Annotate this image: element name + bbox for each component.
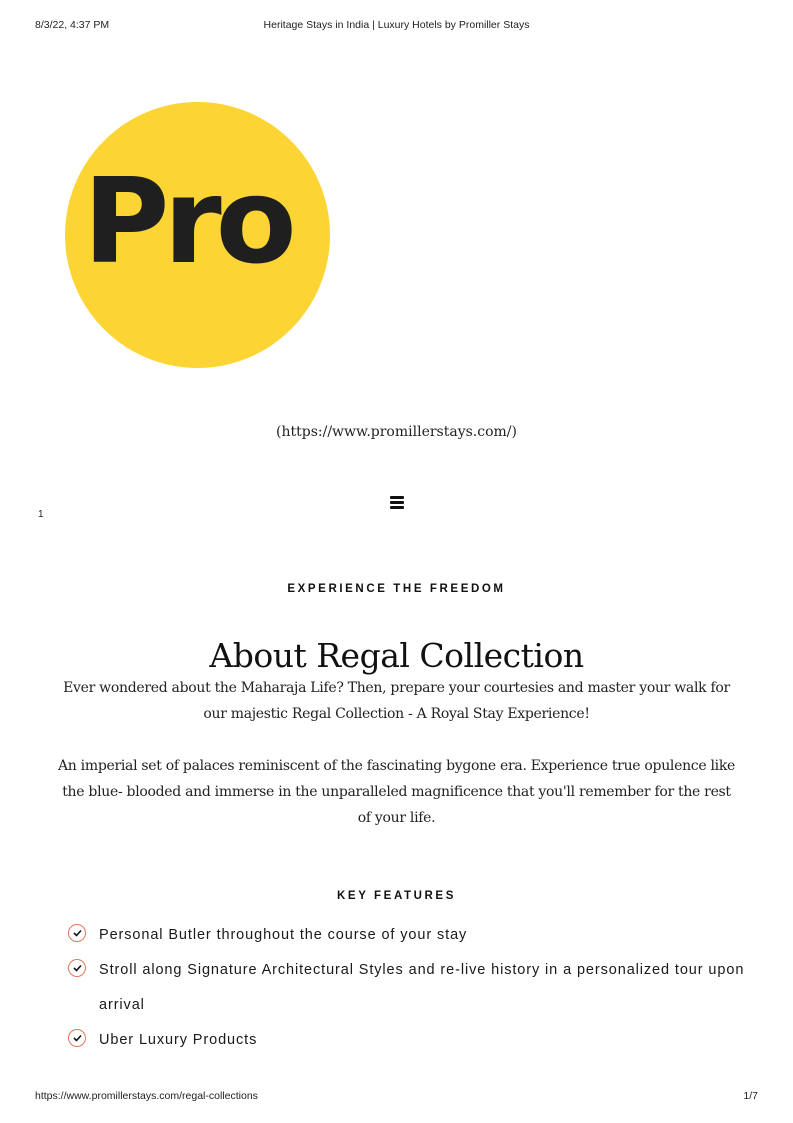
site-home-link[interactable]: (https://www.promillerstays.com/) (276, 424, 517, 440)
check-circle-icon (68, 959, 86, 977)
feature-text: Uber Luxury Products (99, 1032, 258, 1048)
logo-text: Pro (83, 152, 291, 290)
page-title: About Regal Collection (209, 636, 584, 676)
check-circle-icon (68, 1029, 86, 1047)
hamburger-menu-icon[interactable] (390, 496, 404, 508)
print-url: https://www.promillerstays.com/regal-collections (35, 1090, 258, 1102)
about-paragraph-1: Ever wondered about the Maharaja Life? Then, prepare your courtesies and master your walk for our majestic Regal Collection - A Royal Stay Experience! (63, 680, 730, 722)
print-page-count: 1/7 (743, 1090, 758, 1102)
page-number-marker: 1 (38, 509, 44, 520)
promiller-logo[interactable] (65, 102, 330, 368)
key-features-list (68, 918, 748, 1058)
list-item (68, 1023, 748, 1058)
feature-text: Stroll along Signature Architectural Styles and re-live history in a personalized tour upon arrival (99, 962, 745, 1013)
print-datetime: 8/3/22, 4:37 PM (35, 19, 110, 31)
list-item (68, 953, 748, 1023)
check-circle-icon (68, 924, 86, 942)
about-paragraph-2: An imperial set of palaces reminiscent of the fascinating bygone era. Experience true opulence like the blue- blooded and immerse in the unparalleled magnificence that you'll remember for the rest of your life. (57, 758, 736, 826)
print-page-title: Heritage Stays in India | Luxury Hotels by Promiller Stays (263, 19, 530, 31)
feature-text: Personal Butler throughout the course of your stay (99, 927, 468, 943)
list-item (68, 918, 748, 953)
about-eyebrow: EXPERIENCE THE FREEDOM (287, 583, 506, 595)
key-features-heading: KEY FEATURES (337, 890, 456, 902)
